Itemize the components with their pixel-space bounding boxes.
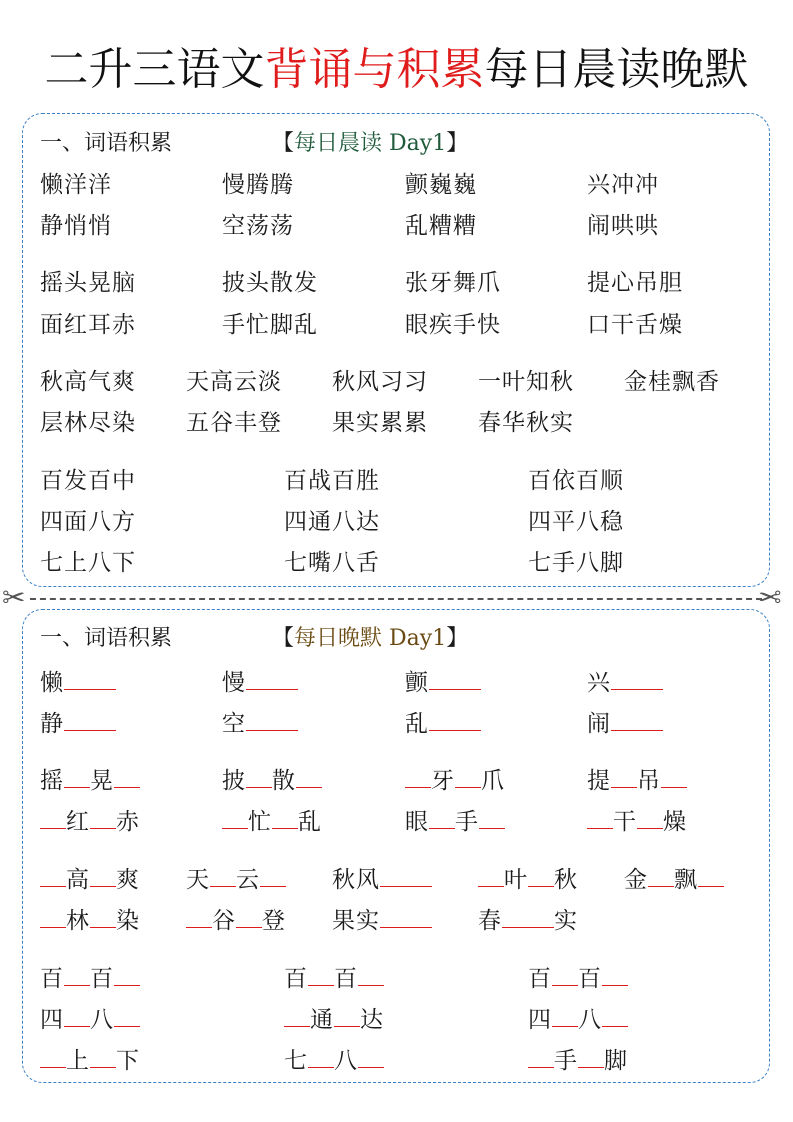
page-title — [0, 40, 793, 100]
answer-blank[interactable] — [246, 708, 298, 731]
answer-blank[interactable] — [587, 806, 613, 829]
morning-word: 手忙脚乱 — [222, 312, 318, 338]
answer-blank[interactable] — [334, 1004, 360, 1027]
evening-day-label: 每日晚默 Day1 — [294, 626, 447, 651]
dictation-item: 上 下 — [40, 1045, 140, 1076]
answer-blank[interactable] — [479, 806, 505, 829]
dictation-item: 百 百 — [284, 963, 384, 994]
dictation-item: 忙 乱 — [222, 806, 322, 837]
answer-blank[interactable] — [611, 708, 663, 731]
answer-blank[interactable] — [648, 864, 674, 887]
dictation-item: 七 八 — [284, 1045, 384, 1076]
morning-word: 空荡荡 — [222, 213, 294, 239]
title-part-2-highlight: 背诵与积累 — [264, 44, 485, 95]
answer-blank[interactable] — [114, 765, 140, 788]
morning-word: 提心吊胆 — [587, 270, 683, 296]
dictation-item: 懒 — [40, 667, 116, 698]
answer-blank[interactable] — [210, 864, 236, 887]
morning-day-label: 每日晨读 Day1 — [294, 131, 447, 156]
scissors-right-icon: ✂ — [758, 581, 782, 614]
answer-blank[interactable] — [296, 765, 322, 788]
dictation-item: 眼 手 — [405, 806, 505, 837]
evening-section-heading: 一、词语积累 — [40, 626, 173, 651]
dictation-item: 红 赤 — [40, 806, 140, 837]
answer-blank[interactable] — [429, 667, 481, 690]
morning-word: 静悄悄 — [40, 213, 112, 239]
evening-day-tag — [272, 625, 468, 653]
answer-blank[interactable] — [528, 864, 554, 887]
answer-blank[interactable] — [90, 905, 116, 928]
answer-blank[interactable] — [246, 667, 298, 690]
answer-blank[interactable] — [308, 963, 334, 986]
morning-word: 秋风习习 — [332, 369, 428, 395]
morning-word: 层林尽染 — [40, 410, 136, 436]
dictation-item: 闹 — [587, 708, 663, 739]
dictation-item: 干 燥 — [587, 806, 687, 837]
answer-blank[interactable] — [358, 1045, 384, 1068]
answer-blank[interactable] — [429, 708, 481, 731]
answer-blank[interactable] — [405, 765, 431, 788]
morning-word: 春华秋实 — [478, 410, 574, 436]
dictation-item: 牙 爪 — [405, 765, 505, 796]
dictation-item: 金 飘 — [624, 864, 724, 895]
dictation-item: 静 — [40, 708, 116, 739]
tag-bracket-open: 【 — [272, 131, 295, 156]
dictation-item: 百 百 — [40, 963, 140, 994]
morning-word: 五谷丰登 — [186, 410, 282, 436]
answer-blank[interactable] — [578, 1045, 604, 1068]
answer-blank[interactable] — [40, 1045, 66, 1068]
answer-blank[interactable] — [455, 765, 481, 788]
answer-blank[interactable] — [186, 905, 212, 928]
answer-blank[interactable] — [528, 1045, 554, 1068]
tag-bracket-close: 】 — [446, 626, 469, 651]
answer-blank[interactable] — [602, 963, 628, 986]
answer-blank[interactable] — [40, 864, 66, 887]
morning-section-heading: 一、词语积累 — [40, 131, 173, 156]
answer-blank[interactable] — [611, 667, 663, 690]
answer-blank[interactable] — [90, 806, 116, 829]
answer-blank[interactable] — [222, 806, 248, 829]
morning-word: 百依百顺 — [528, 468, 624, 494]
answer-blank[interactable] — [611, 765, 637, 788]
morning-word: 百战百胜 — [284, 468, 380, 494]
morning-word: 颤巍巍 — [405, 172, 477, 198]
dictation-item: 百 百 — [528, 963, 628, 994]
answer-blank[interactable] — [260, 864, 286, 887]
title-part-3: 每日晨读晚默 — [484, 44, 749, 95]
answer-blank[interactable] — [698, 864, 724, 887]
morning-word: 面红耳赤 — [40, 312, 136, 338]
answer-blank[interactable] — [380, 864, 432, 887]
answer-blank[interactable] — [637, 806, 663, 829]
answer-blank[interactable] — [380, 905, 432, 928]
morning-word: 百发百中 — [40, 468, 136, 494]
tag-bracket-open: 【 — [272, 626, 295, 651]
morning-word: 张牙舞爪 — [405, 270, 501, 296]
answer-blank[interactable] — [502, 905, 554, 928]
answer-blank[interactable] — [478, 864, 504, 887]
morning-word: 摇头晃脑 — [40, 270, 136, 296]
answer-blank[interactable] — [246, 765, 272, 788]
dictation-item: 果实 — [332, 905, 432, 936]
dictation-item: 披 散 — [222, 765, 322, 796]
morning-word: 一叶知秋 — [478, 369, 574, 395]
answer-blank[interactable] — [236, 905, 262, 928]
title-part-1: 二升三语文 — [44, 44, 265, 95]
dictation-item: 四 八 — [40, 1004, 140, 1035]
answer-blank[interactable] — [661, 765, 687, 788]
answer-blank[interactable] — [114, 1004, 140, 1027]
dictation-item: 谷 登 — [186, 905, 286, 936]
answer-blank[interactable] — [552, 963, 578, 986]
dictation-item: 天 云 — [186, 864, 286, 895]
morning-word: 乱糟糟 — [405, 213, 477, 239]
dictation-item: 兴 — [587, 667, 663, 698]
dictation-item: 通 达 — [284, 1004, 384, 1035]
morning-word: 四通八达 — [284, 509, 380, 535]
answer-blank[interactable] — [552, 1004, 578, 1027]
morning-word: 七上八下 — [40, 550, 136, 576]
dictation-item: 慢 — [222, 667, 298, 698]
morning-word: 秋高气爽 — [40, 369, 136, 395]
scissors-left-icon: ✂ — [2, 581, 26, 614]
morning-day-tag — [272, 130, 468, 158]
morning-word: 披头散发 — [222, 270, 318, 296]
morning-word: 七嘴八舌 — [284, 550, 380, 576]
answer-blank[interactable] — [284, 1004, 310, 1027]
dictation-item: 空 — [222, 708, 298, 739]
answer-blank[interactable] — [90, 864, 116, 887]
morning-word: 懒洋洋 — [40, 172, 112, 198]
morning-word: 天高云淡 — [186, 369, 282, 395]
morning-word: 四面八方 — [40, 509, 136, 535]
answer-blank[interactable] — [272, 806, 298, 829]
answer-blank[interactable] — [64, 765, 90, 788]
dictation-item: 颤 — [405, 667, 481, 698]
morning-word: 果实累累 — [332, 410, 428, 436]
morning-word: 口干舌燥 — [587, 312, 683, 338]
dictation-item: 手 脚 — [528, 1045, 628, 1076]
dictation-item: 秋风 — [332, 864, 432, 895]
morning-word: 四平八稳 — [528, 509, 624, 535]
dictation-item: 提 吊 — [587, 765, 687, 796]
answer-blank[interactable] — [602, 1004, 628, 1027]
morning-word: 七手八脚 — [528, 550, 624, 576]
tag-bracket-close: 】 — [446, 131, 469, 156]
answer-blank[interactable] — [64, 963, 90, 986]
morning-word: 眼疾手快 — [405, 312, 501, 338]
answer-blank[interactable] — [114, 963, 140, 986]
dictation-item: 乱 — [405, 708, 481, 739]
dictation-item: 林 染 — [40, 905, 140, 936]
answer-blank[interactable] — [64, 708, 116, 731]
cut-line-divider — [30, 598, 762, 600]
dictation-item: 春 实 — [478, 905, 578, 936]
morning-word: 兴冲冲 — [587, 172, 659, 198]
answer-blank[interactable] — [90, 1045, 116, 1068]
answer-blank[interactable] — [429, 806, 455, 829]
dictation-item: 叶 秋 — [478, 864, 578, 895]
answer-blank[interactable] — [40, 806, 66, 829]
dictation-item: 高 爽 — [40, 864, 140, 895]
answer-blank[interactable] — [64, 1004, 90, 1027]
morning-word: 金桂飘香 — [624, 369, 720, 395]
answer-blank[interactable] — [64, 667, 116, 690]
dictation-item: 四 八 — [528, 1004, 628, 1035]
morning-word: 慢腾腾 — [222, 172, 294, 198]
answer-blank[interactable] — [308, 1045, 334, 1068]
answer-blank[interactable] — [40, 905, 66, 928]
answer-blank[interactable] — [358, 963, 384, 986]
dictation-item: 摇 晃 — [40, 765, 140, 796]
morning-word: 闹哄哄 — [587, 213, 659, 239]
